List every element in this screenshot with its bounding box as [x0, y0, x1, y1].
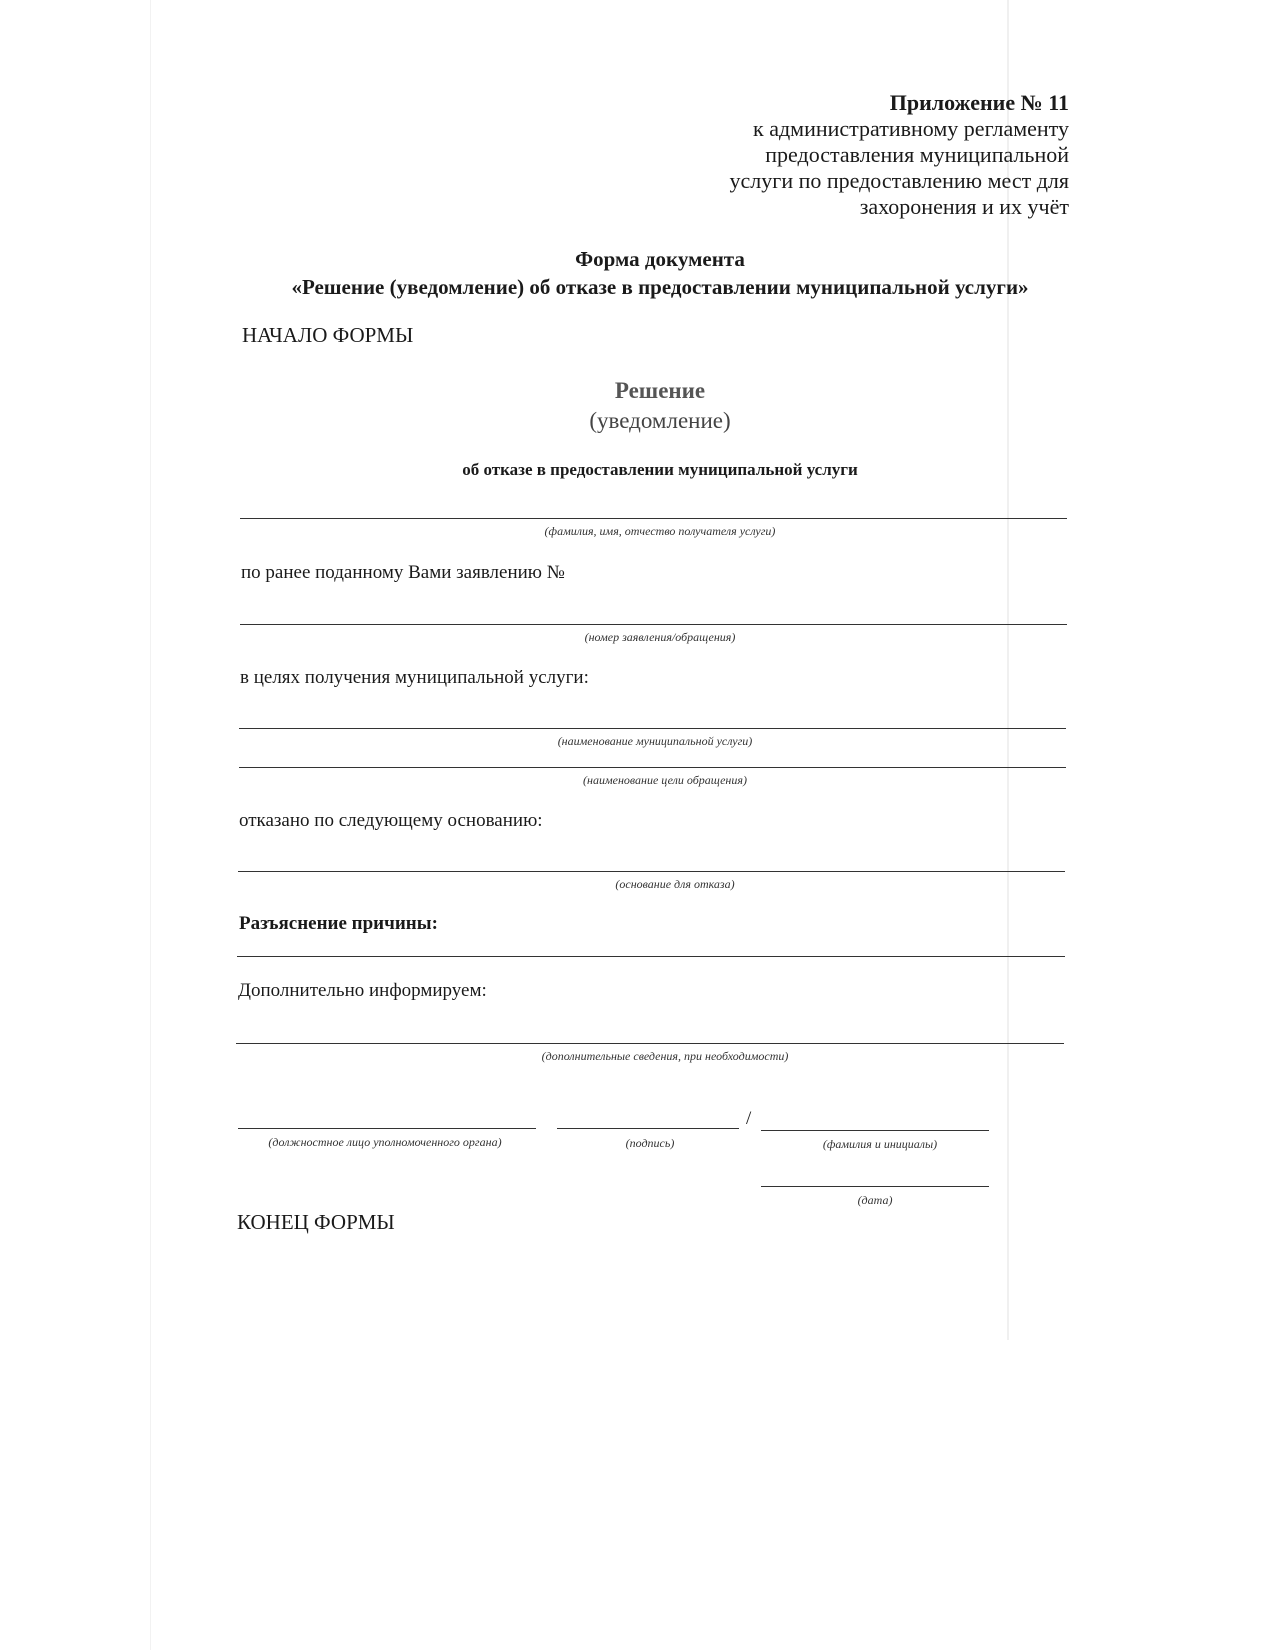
signature-field[interactable] — [557, 1128, 739, 1129]
goal-caption: (наименование цели обращения) — [583, 773, 747, 787]
goal-field[interactable] — [239, 767, 1066, 768]
explanation-label: Разъяснение причины: — [239, 913, 438, 934]
date-field[interactable] — [761, 1186, 989, 1187]
appendix-number: Приложение № 11 — [889, 90, 1069, 115]
refusal-label: отказано по следующему основанию: — [239, 810, 543, 831]
additional-label: Дополнительно информируем: — [238, 980, 487, 1001]
additional-info-field[interactable] — [236, 1043, 1064, 1044]
form-title-line-1: Форма документа — [575, 247, 745, 271]
decision-about: об отказе в предоставлении муниципальной услуги — [462, 460, 858, 479]
purpose-label: в целях получения муниципальной услуги: — [240, 667, 589, 688]
application-caption: (номер заявления/обращения) — [584, 630, 736, 644]
recipient-caption: (фамилия, имя, отчество получателя услуги) — [544, 524, 776, 538]
official-field[interactable] — [238, 1128, 536, 1129]
recipient-field[interactable] — [240, 518, 1067, 519]
signature-separator: / — [746, 1108, 752, 1129]
date-caption: (дата) — [857, 1193, 893, 1207]
appendix-line-3: услуги по предоставлению мест для — [729, 168, 1069, 193]
appendix-line-4: захоронения и их учёт — [859, 194, 1069, 219]
appendix-header — [730, 90, 1069, 220]
application-label: по ранее поданному Вами заявлению № — [241, 562, 565, 583]
refusal-caption: (основание для отказа) — [615, 877, 735, 891]
decision-subtitle: (уведомление) — [589, 408, 731, 433]
form-title-line-2: «Решение (уведомление) об отказе в предоставлении муниципальной услуги» — [291, 275, 1029, 299]
name-initials-field[interactable] — [761, 1130, 989, 1131]
official-caption: (должностное лицо уполномоченного органа) — [268, 1135, 502, 1149]
service-caption: (наименование муниципальной услуги) — [557, 734, 753, 748]
form-start-marker: НАЧАЛО ФОРМЫ — [242, 323, 414, 347]
appendix-line-2: предоставления муниципальной — [765, 142, 1069, 167]
additional-caption: (дополнительные сведения, при необходимости) — [541, 1049, 789, 1063]
service-name-field[interactable] — [239, 728, 1066, 729]
application-number-field[interactable] — [240, 624, 1067, 625]
appendix-line-1: к административному регламенту — [753, 116, 1069, 141]
decision-title: Решение — [614, 378, 706, 403]
signature-caption: (подпись) — [625, 1136, 675, 1150]
refusal-reason-field[interactable] — [238, 871, 1065, 872]
explanation-field[interactable] — [237, 956, 1065, 957]
name-caption: (фамилия и инициалы) — [822, 1137, 938, 1151]
form-end-marker: КОНЕЦ ФОРМЫ — [237, 1210, 395, 1234]
